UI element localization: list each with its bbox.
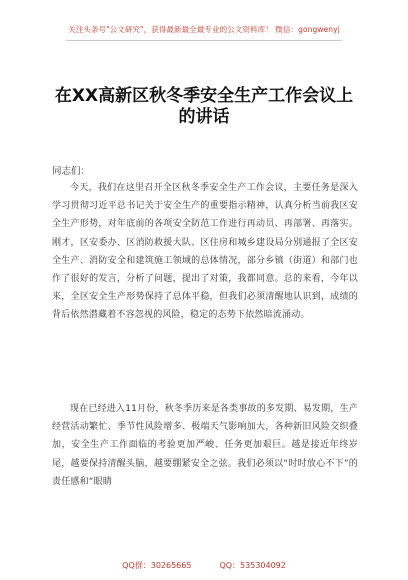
body-paragraph-2: 现在已经进入11月份，秋冬季历来是各类事故的多发期、易发期，生产经营活动繁忙、季节性风险增多、极端天气影响加大，各种新旧风险交织叠加，安全生产工作面临的考验更加严峻、任务更加艰巨。越是接近年终岁尾，越要保持清醒头脑，越要绷紧安全之弦。我们必须以“时时放心不下”的责任感和“眼睛 (52, 404, 358, 487)
header-divider (66, 40, 342, 41)
title-line-1: 在XX高新区秋冬季安全生产工作会议上 (54, 86, 354, 106)
footer-qq: QQ：535304092 (219, 561, 286, 570)
title-line-2: 的讲话 (178, 107, 230, 127)
document-title (40, 86, 368, 128)
header-promo-text: 关注头条号"公文研究"，获得最新最全最专业的公文资料库！ 微信：gongwenyj (68, 25, 340, 34)
footer-qq-group: QQ群：30265665 (122, 561, 192, 570)
footer-contact (0, 560, 408, 571)
body-paragraph-1: 今天，我们在这里召开全区秋冬季安全生产工作会议，主要任务是深入学习贯彻习近平总书记关于安全生产的重要指示精神，认真分析当前我区安全生产形势，对年底前的各项安全防范工作进行再动员、再部署、再落实。刚才，区安委办、区消防救援大队、区住房和城乡建设局分别通报了全区安全生产、消防安全和建筑施工领域的总体情况，部分乡镇（街道）和部门也作了很好的发言，分析了问题，提出了对策，我都同意。总的来看，今年以来，全区安全生产形势保持了总体平稳，但我们必须清醒地认识到，成绩的背后依然潜藏着不容忽视的风险，稳定的态势下依然暗流涌动。 (52, 183, 358, 321)
salutation: 同志们： (52, 166, 91, 177)
